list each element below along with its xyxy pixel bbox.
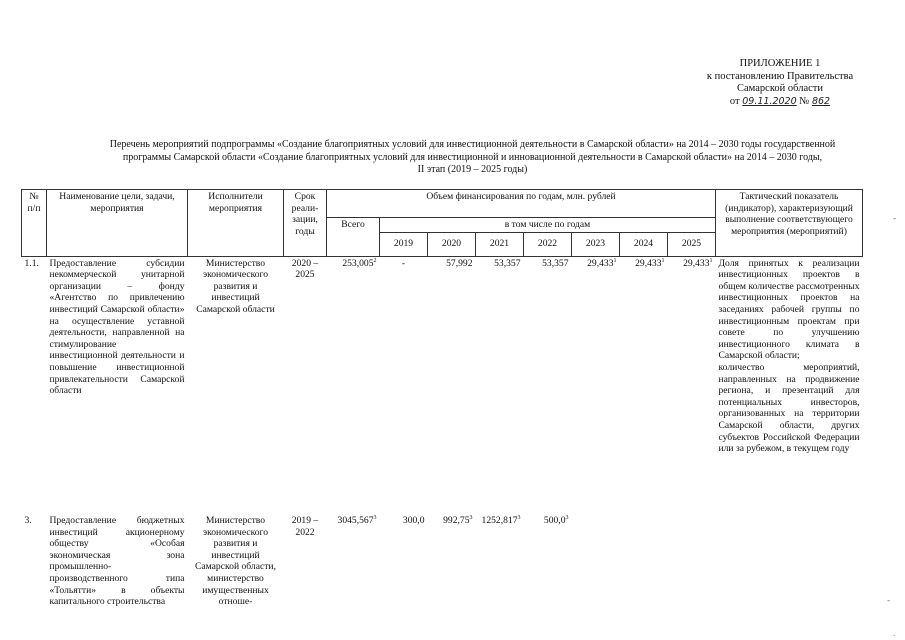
appendix-title: ПРИЛОЖЕНИЕ 1	[739, 58, 821, 69]
header-year-2021: 2021	[476, 232, 524, 256]
row-2025: 29,433$^1$	[683, 257, 713, 269]
appendix-date-line	[675, 96, 885, 109]
date-prefix: от	[729, 95, 740, 107]
row-executor: Министерство экономического развития и инвестиций Самарской области, министерство имущественных отноше-	[195, 515, 276, 608]
row-2022: 500,0$^3$	[543, 514, 569, 527]
row-total: 253,005$^2$	[342, 257, 377, 269]
row-term: 2019 – 2022	[291, 515, 319, 538]
scan-speck: .	[893, 630, 896, 638]
header-year-2022: 2022	[524, 232, 572, 256]
row-2021: 53,357	[494, 257, 521, 269]
number-value: 862	[811, 95, 831, 107]
row-name: Предоставление бюджетных инвестиций акционерному обществу «Особая экономическая зона промышленно-производственного типа «Тольятти» в объекты капитального строительства	[49, 515, 185, 608]
indicator-text-1: Доля принятых к реализации инвестиционных проектов в общем количестве рассмотренных инвестиционных проектов на заседаниях рабочей группы по инвестиционным проектам при совете по улучшению инвестиционного климата в Самарской области;	[718, 257, 860, 362]
intro-line-3: II этап (2019 – 2025 годы)	[417, 164, 528, 175]
row-2022: 53,357	[542, 257, 569, 269]
number-prefix: №	[799, 95, 810, 107]
row-indicator	[716, 256, 863, 514]
header-total: Всего	[327, 218, 380, 257]
header-year-2020: 2020	[428, 232, 476, 256]
header-year-2023: 2023	[572, 232, 620, 256]
scan-speck: -	[887, 596, 891, 606]
header-name: Наименование цели, задачи, мероприятия	[47, 190, 188, 257]
header-executor: Исполнители мероприятия	[188, 190, 284, 257]
row-2021: 1252,817$^3$	[481, 514, 521, 527]
intro-line-1: Перечень мероприятий подпрограммы «Создание благоприятных условий для инвестиционной деятельности в Самарской области» на 2014 – 2030 годы государственной	[109, 139, 836, 150]
header-financing: Объем финансирования по годам, млн. рублей	[327, 190, 716, 218]
row-num: 1.1.	[24, 257, 39, 269]
table-row	[22, 256, 863, 514]
date-value: 09.11.2020	[742, 95, 797, 107]
row-indicator	[716, 514, 863, 609]
header-year-2025: 2025	[668, 232, 716, 256]
appendix-line-2: к постановлению Правительства	[706, 70, 854, 82]
row-term: 2020 – 2025	[291, 257, 319, 281]
row-2019: -	[401, 257, 406, 269]
document-intro	[80, 139, 865, 177]
row-2020: 992,75$^3$	[443, 514, 473, 527]
row-2019: 300,0	[402, 515, 425, 527]
row-name: Предоставление субсидии некоммерческой унитарной организации – фонду «Агентство по привлечению инвестиций Самарской области» на осуществление уставной деятельности, направленной на стимулирование инвестиционной деятельности и повышение инвестиционной привлекательности Самарской области	[49, 257, 185, 397]
measures-table	[21, 189, 863, 609]
row-2025	[668, 514, 716, 609]
header-year-2024: 2024	[620, 232, 668, 256]
intro-line-2: программы Самарской области «Создание благоприятных условий для инвестиционной и инновационной деятельности в Самарской области» на 2014 – 2030 годы,	[122, 151, 823, 163]
row-2023: 29,433$^1$	[587, 257, 617, 269]
appendix-header	[675, 58, 885, 108]
appendix-line-3: Самарской области	[737, 83, 823, 94]
scan-speck: -	[893, 214, 897, 224]
row-2024: 29,433$^1$	[635, 257, 665, 269]
row-2023	[572, 514, 620, 609]
header-including: в том числе по годам	[380, 218, 716, 233]
header-term: Срок реали-зации, годы	[284, 190, 327, 257]
row-executor: Министерство экономического развития и инвестиций Самарской области	[196, 257, 275, 315]
row-2020: 57,992	[446, 257, 473, 269]
row-2024	[620, 514, 668, 609]
header-indicator: Тактический показатель (индикатор), характеризующий выполнение соответствующего мероприятия (мероприятий)	[716, 190, 863, 257]
table-row	[22, 514, 863, 609]
row-total: 3045,567$^3$	[337, 514, 377, 527]
row-num: 3.	[24, 515, 32, 527]
header-year-2019: 2019	[380, 232, 428, 256]
header-num: № п/п	[22, 190, 47, 257]
indicator-text-2: количество мероприятий, направленных на продвижение региона, и презентаций для потенциальных инвесторов, организованных на территории Самарской области, других субъектов Российской Федерации или за рубежом, в текущем году	[718, 361, 860, 455]
